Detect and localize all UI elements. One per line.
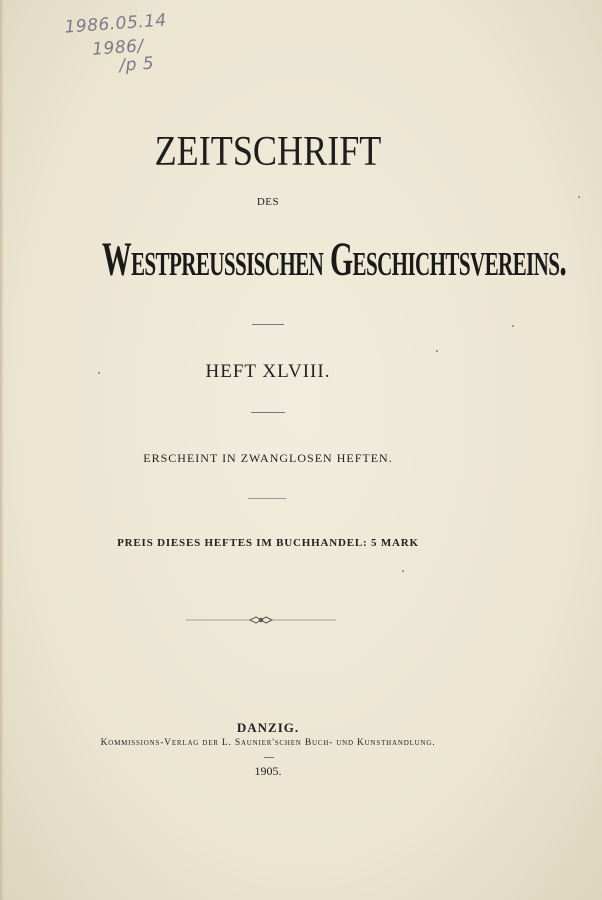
paper-speck [512,325,514,327]
paper-speck [578,196,580,198]
annotation-line-3: /p 5 [118,53,155,76]
annotation-line-2: 1986/ [91,36,145,60]
publication-frequency: ERSCHEINT IN ZWANGLOSEN HEFTEN. [143,451,393,465]
paper-speck [402,570,404,572]
issue-number: HEFT XLVIII. [205,361,331,382]
publication-year: 1905. [254,764,282,778]
divider-rule [248,498,286,499]
ornament-divider [186,613,336,627]
publication-city: DANZIG. [236,720,300,735]
publisher-line: Kommissions-Verlag der L. Saunier'schen Buch- und Kunsthandlung. [100,738,436,748]
divider-rule [264,757,274,758]
price-line: PREIS DIESES HEFTES IM BUCHHANDEL: 5 MARK [117,537,419,549]
paper-speck [436,350,438,352]
journal-title: ZEITSCHRIFT [154,129,382,175]
paper-speck [98,372,100,374]
society-name: Westpreussischen Geschichtsvereins. [101,233,567,286]
title-connector: DES [256,196,280,208]
divider-rule [252,324,284,325]
divider-rule [251,412,285,413]
handwritten-annotations [64,9,171,82]
annotation-line-1: 1986.05.14 [63,10,168,38]
